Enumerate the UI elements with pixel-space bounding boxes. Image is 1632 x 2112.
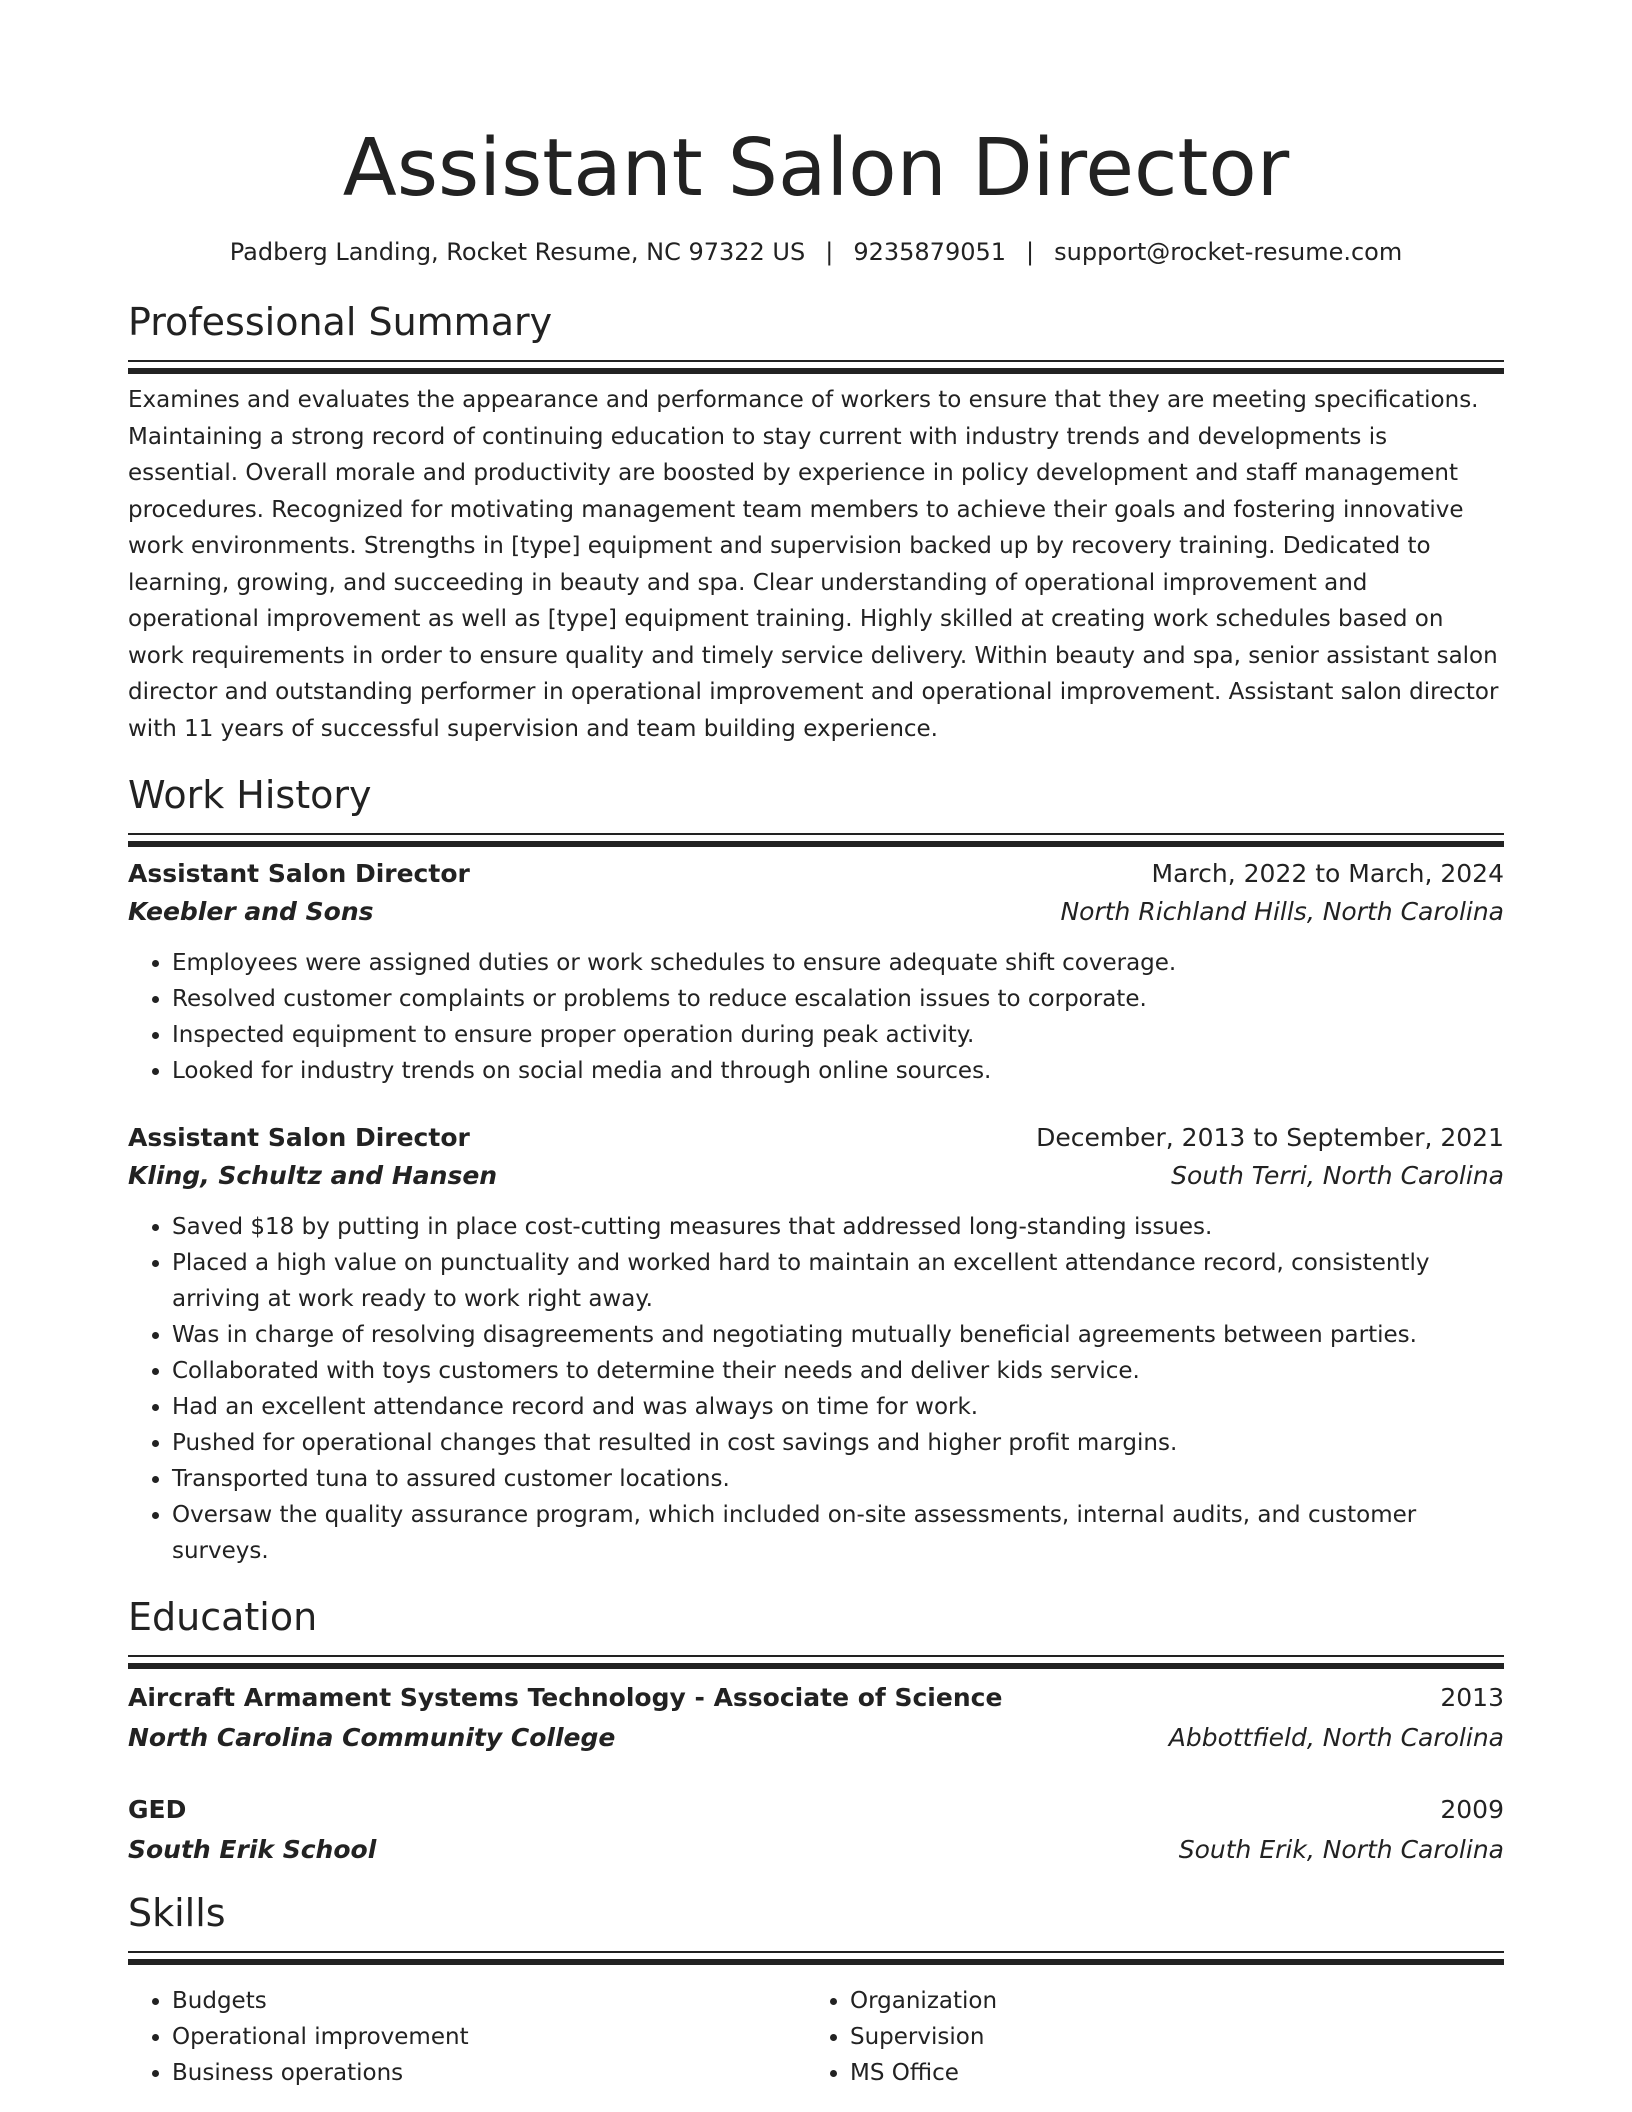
education-year: 2013 [1440, 1683, 1504, 1712]
section-divider [128, 1951, 1504, 1973]
list-item: • Placed a high value on punctuality and worked hard to maintain an excellent attendance record, consistently arriving at work ready to work right away. [172, 1245, 1504, 1317]
job-role: Assistant Salon Director [128, 1123, 470, 1152]
list-item: • Inspected equipment to ensure proper operation during peak activity. [172, 1017, 1504, 1053]
education-year: 2009 [1440, 1795, 1504, 1824]
section-divider [128, 833, 1504, 855]
education-school: South Erik School [128, 1835, 377, 1864]
summary-section [128, 298, 1504, 747]
skill-item: • MS Office [850, 2055, 1484, 2091]
summary-text: Examines and evaluates the appearance and performance of workers to ensure that they are meeting specifications. Maintaining a strong record of continuing education to stay current with industry trends and developments is essential. Overall morale and productivity are boosted by experience in policy development and staff management procedures. Recognized for motivating management team members to achieve their goals and fostering innovative work environments. Strengths in [type] equipment and supervision backed up by recovery training. Dedicated to learning, growing, and succeeding in beauty and spa. Clear understanding of operational improvement and operational improvement as well as [type] equipment training. Highly skilled at creating work schedules based on work requirements in order to ensure quality and timely service delivery. Within beauty and spa, senior assistant salon director and outstanding performer in operational improvement and operational improvement. Assistant salon director with 11 years of successful supervision and team building experience. [128, 387, 1499, 742]
section-divider [128, 1655, 1504, 1677]
job-company: Keebler and Sons [128, 897, 374, 926]
education-entry [128, 1791, 1504, 1869]
job-location: North Richland Hills, North Carolina [1060, 897, 1504, 926]
section-title-work-history: Work History [128, 773, 372, 817]
job-location: South Terri, North Carolina [1171, 1161, 1504, 1190]
contact-line [128, 236, 1504, 268]
job-bullets [128, 1209, 1504, 1569]
education-location: South Erik, North Carolina [1178, 1835, 1504, 1864]
section-divider [128, 360, 1504, 382]
skills-column-left [128, 1983, 806, 2091]
skill-item: • Organization [850, 1983, 1484, 2019]
skills-column-right [806, 1983, 1484, 2091]
skill-item: • Budgets [172, 1983, 806, 2019]
education-degree: Aircraft Armament Systems Technology - Associate of Science [128, 1683, 1003, 1712]
email: support@rocket-resume.com [1054, 238, 1403, 266]
list-item: • Was in charge of resolving disagreements and negotiating mutually beneficial agreements between parties. [172, 1317, 1504, 1353]
phone: 9235879051 [853, 238, 1007, 266]
skill-item: • Business operations [172, 2055, 806, 2091]
list-item: • Looked for industry trends on social media and through online sources. [172, 1053, 1504, 1089]
job-entry [128, 1119, 1504, 1569]
education-entry [128, 1679, 1504, 1757]
job-bullets [128, 945, 1504, 1089]
job-dates: March, 2022 to March, 2024 [1151, 859, 1504, 888]
work-history-section [128, 771, 1504, 1569]
address: Padberg Landing, Rocket Resume, NC 97322 US [229, 238, 806, 266]
job-dates: December, 2013 to September, 2021 [1036, 1123, 1504, 1152]
education-section [128, 1593, 1504, 1869]
separator: | [1026, 238, 1035, 266]
job-entry [128, 855, 1504, 1089]
section-title-education: Education [128, 1595, 318, 1639]
education-school: North Carolina Community College [128, 1723, 616, 1752]
list-item: • Employees were assigned duties or work schedules to ensure adequate shift coverage. [172, 945, 1504, 981]
list-item: • Oversaw the quality assurance program, which included on-site assessments, internal audits, and customer surveys. [172, 1497, 1504, 1569]
job-role: Assistant Salon Director [128, 859, 470, 888]
separator: | [825, 238, 834, 266]
list-item: • Collaborated with toys customers to determine their needs and deliver kids service. [172, 1353, 1504, 1389]
list-item: • Saved $18 by putting in place cost-cutting measures that addressed long-standing issues. [172, 1209, 1504, 1245]
resume-page [128, 0, 1504, 2091]
list-item: • Pushed for operational changes that resulted in cost savings and higher profit margins. [172, 1425, 1504, 1461]
skill-item: • Supervision [850, 2019, 1484, 2055]
job-company: Kling, Schultz and Hansen [128, 1161, 498, 1190]
list-item: • Had an excellent attendance record and was always on time for work. [172, 1389, 1504, 1425]
list-item: • Resolved customer complaints or problems to reduce escalation issues to corporate. [172, 981, 1504, 1017]
section-title-summary: Professional Summary [128, 300, 553, 344]
skills-section [128, 1889, 1504, 2091]
education-degree: GED [128, 1795, 187, 1824]
skills-grid [128, 1983, 1504, 2091]
section-title-skills: Skills [128, 1891, 226, 1935]
education-location: Abbottfield, North Carolina [1168, 1723, 1504, 1752]
skill-item: • Operational improvement [172, 2019, 806, 2055]
list-item: • Transported tuna to assured customer locations. [172, 1461, 1504, 1497]
resume-name: Assistant Salon Director [342, 122, 1290, 214]
